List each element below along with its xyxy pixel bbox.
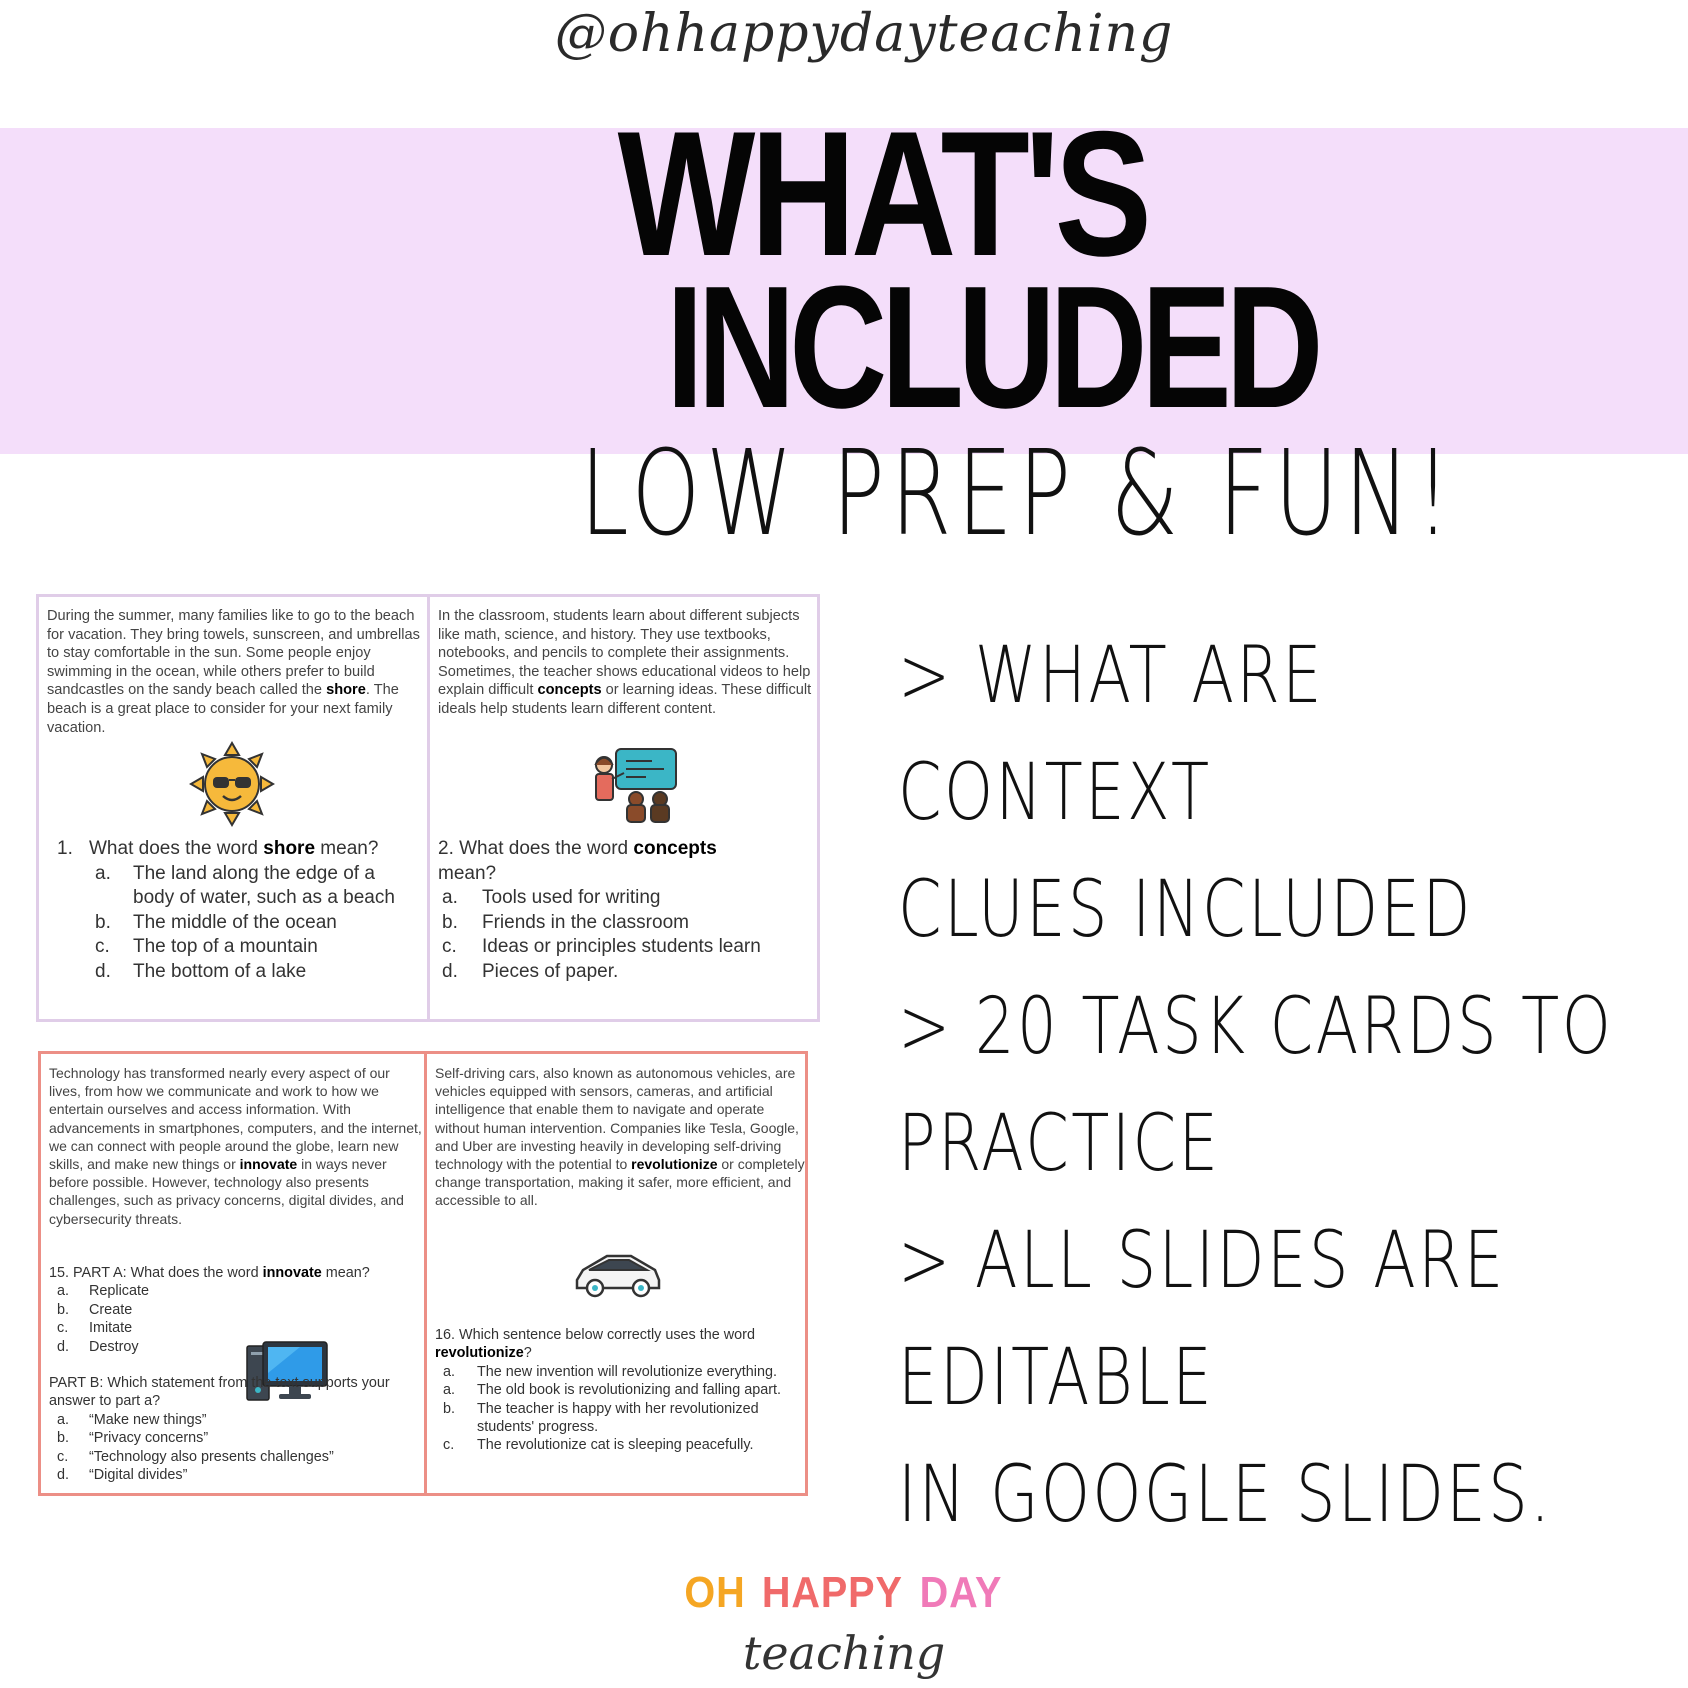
answer-option: a. Replicate xyxy=(57,1283,149,1300)
answer-option: c. Imitate xyxy=(57,1320,133,1337)
self-driving-car-icon xyxy=(573,1250,663,1298)
question-part-b: PART B: Which statement from the text supports your answer to part a? a. “Make new things” b. “Privacy concerns” c. “Technology also presents challenges” d. “Digital divides” xyxy=(49,1374,423,1484)
passage: During the summer, many families like to go to the beach for vacation. They bring towels, sunscreen, and umbrellas to stay comfortable in the sun. Some people enjoy swimming in the ocean, while others prefer to build sandcastles on the sandy beach called the shore. The beach is a great place to consider for your next family vacation. xyxy=(47,608,420,736)
passage: Self-driving cars, also known as autonomous vehicles, are vehicles equipped with sensors, cameras, and artificial intelligence that enable them to navigate and operate without human intervention. Companies like Tesla, Google, and Uber are investing heavily in developing self-driving technology with the potential to revolutionize or completely change transportation, making it safer, more efficient, and accessible to all. xyxy=(435,1065,805,1209)
task-card-preview-top xyxy=(36,594,820,1022)
answer-option: b. The middle of the ocean xyxy=(95,911,337,933)
question: 16. Which sentence below correctly uses the word revolutionize? a. The new invention will revolutionize everything. a. The old book is revolutionizing and falling apart. b. The teacher is happy with her revolutionized students' progress. c. The revolutionize cat is sleeping peacefully. xyxy=(435,1326,805,1455)
feature-line: > 20 TASK CARDS TO xyxy=(898,982,1614,1072)
passage: Technology has transformed nearly every aspect of our lives, from how we communicate and work to how we entertain ourselves and access information. With advancements in smartphones, computers, and the internet, we can connect with people around the globe, learn new skills, and make new things or innovate in ways never before possible. However, technology also presents challenges, such as privacy concerns, digital divides, and cybersecurity threats. xyxy=(49,1065,422,1227)
answer-option: b. The teacher is happy with her revolutionized students' progress. xyxy=(443,1400,759,1436)
title-line-2: INCLUDED xyxy=(666,249,1318,444)
answer-option: b. “Privacy concerns” xyxy=(57,1430,209,1447)
feature-line: > ALL SLIDES ARE EDITABLE xyxy=(898,1216,1506,1423)
answer-option: d. Pieces of paper. xyxy=(442,960,619,982)
answer-option: a. “Make new things” xyxy=(57,1411,207,1428)
brand-word-oh: OH xyxy=(684,1568,746,1617)
feature-line: IN GOOGLE SLIDES. xyxy=(898,1450,1553,1540)
brand-word-day: DAY xyxy=(920,1568,1003,1617)
answer-option: d. The bottom of a lake xyxy=(95,960,307,982)
answer-option: a. Tools used for writing xyxy=(442,887,661,908)
question: 1. What does the word shore mean? a. The land along the edge of a body of water, such as a beach b. The middle of the ocean c. The top of a mountain d. The bottom of a lake xyxy=(57,837,419,984)
instagram-handle: @ohhappydayteaching xyxy=(554,4,1174,64)
brand-teaching: teaching xyxy=(742,1626,946,1680)
feature-list xyxy=(898,618,1618,1554)
feature-line: CLUES INCLUDED xyxy=(898,865,1473,955)
question-part-a: 15. PART A: What does the word innovate mean? a. Replicate b. Create c. Imitate d. Destroy xyxy=(49,1264,423,1356)
answer-option: a. The new invention will revolutionize everything. xyxy=(443,1363,777,1380)
answer-option: c. The revolutionize cat is sleeping peacefully. xyxy=(443,1437,754,1454)
answer-option: d. Destroy xyxy=(57,1338,139,1355)
answer-option: c. Ideas or principles students learn xyxy=(442,936,761,957)
answer-option: a. The land along the edge of a body of water, such as a beach xyxy=(95,862,395,908)
feature-line: > WHAT ARE CONTEXT xyxy=(898,631,1325,838)
task-card-16 xyxy=(427,1054,805,1493)
answer-option: c. The top of a mountain xyxy=(95,936,318,957)
passage: In the classroom, students learn about different subjects like math, science, and history. They use textbooks, notebooks, and pencils to complete their assignments. Sometimes, the teacher shows educational videos to help explain difficult concepts or learning ideas. These difficult ideals help students learn different content. xyxy=(438,608,812,717)
question: 2. What does the word concepts mean? a. Tools used for writing b. Friends in the classroom c. Ideas or principles students learn d. Pieces of paper. xyxy=(438,837,817,984)
answer-option: a. The old book is revolutionizing and falling apart. xyxy=(443,1382,781,1399)
sun-icon xyxy=(189,741,275,827)
task-card-2 xyxy=(430,597,817,1019)
brand-word-happy: HAPPY xyxy=(761,1568,903,1617)
task-card-1 xyxy=(39,597,430,1019)
feature-line: PRACTICE xyxy=(898,1099,1221,1189)
answer-option: b. Create xyxy=(57,1301,133,1318)
teacher-presenting-icon xyxy=(590,747,680,823)
task-card-preview-bottom xyxy=(38,1051,808,1496)
brand-logo xyxy=(0,1568,1688,1618)
answer-option: b. Friends in the classroom xyxy=(442,911,689,933)
tagline: LOW PREP & FUN! xyxy=(580,424,1457,562)
title-line-1: WHAT'S xyxy=(617,94,1148,293)
answer-option: d. “Digital divides” xyxy=(57,1467,188,1484)
task-card-15 xyxy=(41,1054,427,1493)
answer-option: c. “Technology also presents challenges” xyxy=(57,1448,334,1465)
